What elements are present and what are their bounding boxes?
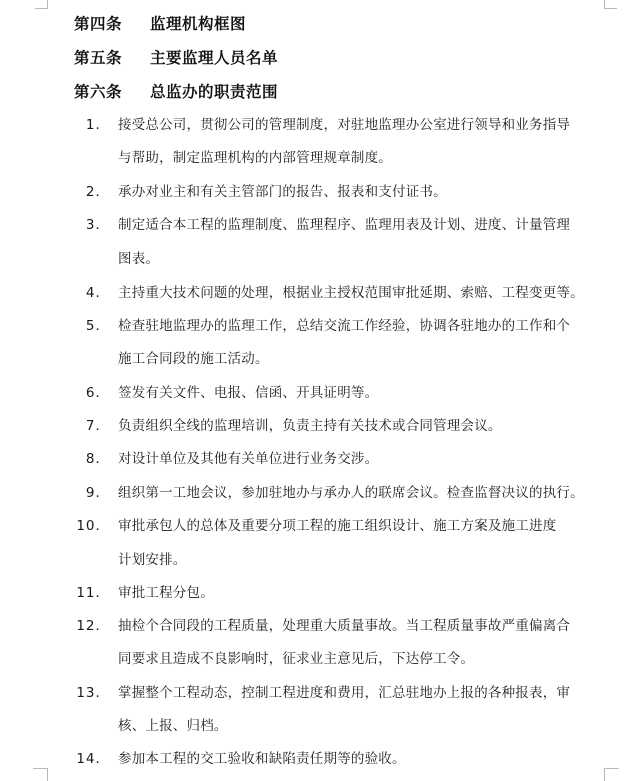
list-item-text: 同要求且造成不良影响时，征求业主意见后，下达停工令。 <box>118 651 475 667</box>
list-item-text: 施工合同段的施工活动。 <box>118 351 269 367</box>
section-title: 总监办的职责范围 <box>150 83 279 101</box>
section-heading <box>74 80 278 102</box>
page-corner-mark <box>33 768 48 781</box>
list-item-text: 掌握整个工程动态，控制工程进度和费用，汇总驻地办上报的各种报表，审 <box>118 685 571 701</box>
list-item-number: 4． <box>85 285 110 301</box>
list-item-text: 审批工程分包。 <box>118 585 214 601</box>
list-item-number: 12． <box>76 618 110 634</box>
list-item-number: 14． <box>76 751 110 767</box>
section-title: 监理机构框图 <box>150 15 247 33</box>
list-item-text: 核、上报、归档。 <box>118 718 228 734</box>
list-item-number: 8． <box>85 451 110 467</box>
list-item-text: 计划安排。 <box>118 552 187 568</box>
section-heading <box>74 46 278 68</box>
list-item-number: 2． <box>85 184 110 200</box>
list-item-number: 10． <box>76 518 110 534</box>
list-item-text: 与帮助，制定监理机构的内部管理规章制度。 <box>118 150 392 166</box>
list-item-number: 1． <box>85 117 110 133</box>
list-item-text: 组织第一工地会议，参加驻地办与承办人的联席会议。检查监督决议的执行。 <box>118 485 584 501</box>
list-item-text: 签发有关文件、电报、信函、开具证明等。 <box>118 385 379 401</box>
list-item-number: 5． <box>85 318 110 334</box>
list-item-number: 9． <box>85 485 110 501</box>
list-item-text: 检查驻地监理办的监理工作，总结交流工作经验，协调各驻地办的工作和个 <box>118 318 571 334</box>
list-item-number: 3． <box>85 217 110 233</box>
list-item-text: 图表。 <box>118 251 160 267</box>
section-heading <box>74 12 246 34</box>
list-item-text: 承办对业主和有关主管部门的报告、报表和支付证书。 <box>118 184 447 200</box>
section-number: 第六条 <box>74 83 123 101</box>
list-item-number: 6． <box>85 385 110 401</box>
list-item-text: 抽检个合同段的工程质量，处理重大质量事故。当工程质量事故严重偏离合 <box>118 618 571 634</box>
list-item-number: 13． <box>76 685 110 701</box>
list-item-text: 负责组织全线的监理培训，负责主持有关技术或合同管理会议。 <box>118 418 502 434</box>
list-item-number: 7． <box>85 418 110 434</box>
page-corner-mark <box>604 768 619 781</box>
list-item-text: 审批承包人的总体及重要分项工程的施工组织设计、施工方案及施工进度 <box>118 518 557 534</box>
list-item-text: 制定适合本工程的监理制度、监理程序、监理用表及计划、进度、计量管理 <box>118 217 571 233</box>
section-number: 第四条 <box>74 15 123 33</box>
section-number: 第五条 <box>74 49 123 67</box>
page-corner-mark <box>604 0 617 9</box>
list-item-text: 主持重大技术问题的处理，根据业主授权范围审批延期、索赔、工程变更等。 <box>118 285 584 301</box>
list-item-text: 对设计单位及其他有关单位进行业务交涉。 <box>118 451 379 467</box>
list-item-text: 参加本工程的交工验收和缺陷责任期等的验收。 <box>118 751 406 767</box>
section-title: 主要监理人员名单 <box>150 49 279 67</box>
list-item-number: 11． <box>76 585 110 601</box>
list-item-text: 接受总公司，贯彻公司的管理制度，对驻地监理办公室进行领导和业务指导 <box>118 117 571 133</box>
page-corner-mark <box>35 0 48 9</box>
